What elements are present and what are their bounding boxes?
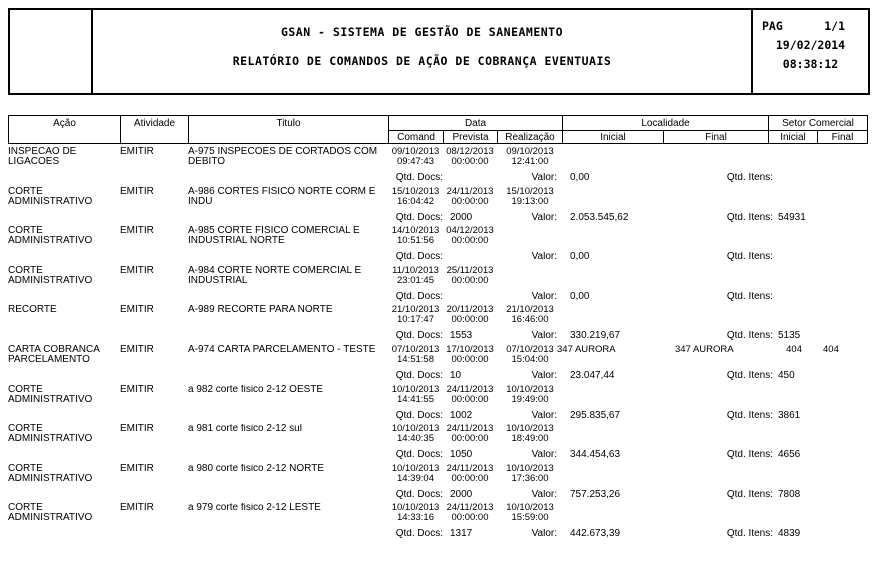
- row-data-comand: [388, 385, 443, 405]
- row-data-prevista: [443, 147, 497, 167]
- row-data-prevista: [443, 305, 497, 325]
- row-data-comand: [388, 147, 443, 167]
- row-qtd-itens-label: Qtd. Itens:: [726, 252, 773, 263]
- row-qtd-docs-label: Qtd. Docs:: [395, 331, 443, 342]
- row-realizacao-date: 10/10/2013: [506, 384, 554, 395]
- row-data-comand: [388, 305, 443, 325]
- row-valor-label: Valor:: [531, 212, 557, 223]
- row-atividade: EMITIR: [120, 226, 154, 237]
- table-row: [8, 384, 868, 424]
- row-localidade-final: 347 AURORA: [675, 345, 734, 355]
- row-valor-value: 2.053.545,62: [570, 212, 629, 223]
- row-atividade: EMITIR: [120, 503, 154, 514]
- row-comand-date: 10/10/2013: [391, 424, 440, 435]
- row-data-realizacao: [497, 464, 563, 484]
- row-qtd-itens-value: 54931: [778, 212, 806, 223]
- row-qtd-docs-value: 1317: [450, 529, 473, 540]
- row-comand-date: 07/10/2013: [391, 345, 440, 355]
- report-title-block: [93, 10, 751, 93]
- row-data-comand: [388, 424, 443, 444]
- row-acao: CORTE ADMINISTRATIVO: [8, 424, 93, 445]
- row-valor-value: 0,00: [570, 173, 590, 183]
- row-comand-date: 09/10/2013: [391, 147, 440, 157]
- table-row: [8, 225, 868, 265]
- row-prevista-date: 24/11/2013: [446, 384, 494, 395]
- page-value: 1/1: [824, 19, 845, 33]
- page-label: PAG: [762, 19, 783, 33]
- row-qtd-docs-value: 2000: [450, 489, 473, 500]
- row-realizacao-date: 10/10/2013: [506, 424, 554, 435]
- row-realizacao-time: 19:13:00: [511, 195, 549, 207]
- row-valor-label: Valor:: [531, 529, 557, 540]
- row-qtd-docs-value: 1002: [450, 410, 473, 421]
- row-prevista-date: 04/12/2013: [446, 226, 494, 237]
- row-prevista-time: 00:00:00: [451, 274, 489, 286]
- row-prevista-time: 00:00:00: [451, 433, 489, 445]
- col-header-acao: Ação: [8, 115, 121, 144]
- row-titulo: A-989 RECORTE PARA NORTE: [188, 305, 333, 316]
- row-prevista-time: 00:00:00: [451, 314, 489, 326]
- row-qtd-itens-label: Qtd. Itens:: [726, 489, 773, 500]
- report-date: 19/02/2014: [775, 38, 846, 52]
- table-row: [8, 344, 868, 384]
- row-data-comand: [388, 226, 443, 246]
- row-comand-time: 14:51:58: [397, 354, 434, 365]
- row-prevista-time: 00:00:00: [451, 512, 489, 524]
- row-comand-time: 16:04:42: [397, 195, 434, 207]
- row-qtd-docs-label: Qtd. Docs:: [395, 252, 443, 263]
- col-group-setor-comercial: Setor Comercial: [768, 115, 868, 131]
- row-valor-label: Valor:: [531, 450, 557, 461]
- row-prevista-time: 00:00:00: [451, 354, 489, 365]
- row-qtd-docs-label: Qtd. Docs:: [395, 529, 443, 540]
- row-realizacao-time: 15:59:00: [511, 512, 549, 524]
- row-qtd-itens-label: Qtd. Itens:: [726, 331, 773, 342]
- row-data-realizacao: [497, 424, 563, 444]
- row-realizacao-date: 09/10/2013: [506, 147, 554, 157]
- row-qtd-docs-label: Qtd. Docs:: [395, 371, 443, 381]
- row-valor-label: Valor:: [531, 252, 557, 263]
- row-acao: RECORTE: [8, 305, 57, 316]
- row-realizacao-time: 19:49:00: [511, 393, 549, 405]
- row-valor-value: 0,00: [570, 252, 590, 263]
- row-data-comand: [388, 503, 443, 523]
- row-valor-label: Valor:: [531, 173, 557, 183]
- row-qtd-itens-label: Qtd. Itens:: [726, 212, 773, 223]
- row-data-prevista: [443, 226, 497, 246]
- row-qtd-itens-label: Qtd. Itens:: [726, 529, 773, 540]
- row-valor-label: Valor:: [531, 291, 557, 302]
- report-time: 08:38:12: [782, 57, 839, 71]
- col-header-realizacao: Realização: [497, 130, 563, 144]
- row-valor-label: Valor:: [531, 410, 557, 421]
- col-header-atividade: Atividade: [120, 115, 189, 144]
- row-acao: CORTE ADMINISTRATIVO: [8, 186, 93, 207]
- row-comand-time: 09:47:43: [397, 156, 434, 167]
- row-comand-time: 23:01:45: [397, 274, 434, 286]
- row-comand-time: 14:40:35: [397, 433, 434, 445]
- page-number-row: [762, 19, 859, 33]
- row-prevista-date: 24/11/2013: [446, 424, 494, 435]
- row-valor-value: 23.047,44: [570, 371, 615, 381]
- row-prevista-date: 24/11/2013: [446, 503, 494, 514]
- table-row: [8, 423, 868, 463]
- row-acao: CARTA COBRANCA PARCELAMENTO: [8, 345, 100, 365]
- row-prevista-date: 25/11/2013: [446, 265, 494, 276]
- col-header-comand: Comand: [388, 130, 444, 144]
- row-acao: INSPECAO DE LIGACOES: [8, 147, 77, 167]
- row-comand-time: 14:39:04: [397, 472, 434, 484]
- row-comand-date: 10/10/2013: [391, 384, 440, 395]
- row-valor-label: Valor:: [531, 371, 557, 381]
- row-valor-value: 330.219,67: [570, 331, 621, 342]
- row-qtd-docs-label: Qtd. Docs:: [395, 173, 443, 183]
- row-atividade: EMITIR: [120, 384, 154, 395]
- row-realizacao-date: 10/10/2013: [506, 503, 554, 514]
- row-data-realizacao: [497, 503, 563, 523]
- row-prevista-date: 08/12/2013: [446, 147, 494, 157]
- table-row: [8, 304, 868, 344]
- page-info-block: [751, 10, 868, 93]
- row-data-comand: [388, 464, 443, 484]
- row-prevista-time: 00:00:00: [451, 393, 489, 405]
- col-header-setor-final: Final: [817, 130, 868, 144]
- row-titulo: a 981 corte fisico 2-12 sul: [188, 424, 302, 435]
- row-qtd-docs-label: Qtd. Docs:: [395, 450, 443, 461]
- row-qtd-docs-value: 10: [450, 371, 462, 381]
- row-acao: CORTE ADMINISTRATIVO: [8, 265, 93, 286]
- row-data-realizacao: [497, 147, 563, 167]
- row-qtd-docs-label: Qtd. Docs:: [395, 291, 443, 302]
- row-titulo: a 982 corte fisico 2-12 OESTE: [188, 384, 324, 395]
- row-atividade: EMITIR: [120, 147, 154, 157]
- row-realizacao-time: 12:41:00: [511, 156, 549, 167]
- row-comand-date: 11/10/2013: [392, 265, 439, 276]
- row-atividade: EMITIR: [120, 424, 154, 435]
- row-titulo: A-986 CORTES FISICO NORTE CORM E INDU: [188, 186, 376, 207]
- row-setor-final: 404: [823, 345, 839, 355]
- row-prevista-time: 00:00:00: [451, 195, 489, 207]
- row-valor-value: 0,00: [570, 291, 590, 302]
- row-comand-date: 15/10/2013: [391, 186, 440, 197]
- row-qtd-docs-value: 1553: [450, 331, 473, 342]
- row-titulo: A-974 CARTA PARCELAMENTO - TESTE: [188, 345, 376, 355]
- row-prevista-date: 24/11/2013: [446, 186, 494, 197]
- col-group-data: Data: [388, 115, 563, 131]
- row-realizacao-time: 15:04:00: [511, 354, 549, 365]
- table-row: [8, 463, 868, 503]
- row-comand-date: 10/10/2013: [391, 503, 440, 514]
- row-comand-time: 10:17:47: [397, 314, 434, 326]
- row-qtd-itens-value: 5135: [778, 331, 801, 342]
- row-atividade: EMITIR: [120, 186, 154, 197]
- row-qtd-itens-label: Qtd. Itens:: [726, 410, 773, 421]
- row-prevista-date: 24/11/2013: [446, 463, 494, 474]
- row-data-comand: [388, 187, 443, 207]
- report-header: [8, 8, 870, 95]
- row-localidade-inicial: 347 AURORA: [557, 345, 616, 355]
- row-data-prevista: [443, 266, 497, 286]
- row-qtd-docs-label: Qtd. Docs:: [395, 410, 443, 421]
- row-atividade: EMITIR: [120, 345, 154, 355]
- row-realizacao-date: 10/10/2013: [506, 463, 554, 474]
- row-comand-time: 10:51:56: [397, 235, 434, 247]
- row-realizacao-date: 15/10/2013: [506, 186, 554, 197]
- row-data-prevista: [443, 385, 497, 405]
- row-data-realizacao: [497, 305, 563, 325]
- row-valor-value: 442.673,39: [570, 529, 621, 540]
- row-data-comand: [388, 266, 443, 286]
- col-group-localidade: Localidade: [562, 115, 769, 131]
- table-row: [8, 265, 868, 305]
- col-header-titulo: Titulo: [188, 115, 389, 144]
- row-titulo: A-984 CORTE NORTE COMERCIAL E INDUSTRIAL: [188, 265, 362, 286]
- report-title-line2: RELATÓRIO DE COMANDOS DE AÇÃO DE COBRANÇA EVENTUAIS: [232, 54, 612, 68]
- col-header-localidade-inicial: Inicial: [562, 130, 664, 144]
- table-row: [8, 186, 868, 226]
- row-qtd-itens-value: 7808: [778, 489, 801, 500]
- row-prevista-date: 17/10/2013: [446, 345, 494, 355]
- row-qtd-docs-value: 2000: [450, 212, 473, 223]
- row-realizacao-date: 21/10/2013: [506, 305, 554, 316]
- row-qtd-itens-value: 4656: [778, 450, 801, 461]
- col-header-setor-inicial: Inicial: [768, 130, 818, 144]
- row-valor-label: Valor:: [531, 489, 557, 500]
- row-acao: CORTE ADMINISTRATIVO: [8, 463, 93, 484]
- row-valor-value: 344.454,63: [570, 450, 621, 461]
- report-title-line1: GSAN - SISTEMA DE GESTÃO DE SANEAMENTO: [280, 25, 564, 39]
- row-data-realizacao: [497, 187, 563, 207]
- row-acao: CORTE ADMINISTRATIVO: [8, 384, 93, 405]
- row-setor-inicial: 404: [786, 345, 802, 355]
- row-comand-time: 14:41:55: [397, 393, 434, 405]
- row-prevista-time: 00:00:00: [451, 235, 489, 247]
- row-data-prevista: [443, 464, 497, 484]
- row-titulo: A-975 INSPECOES DE CORTADOS COM DEBITO: [188, 147, 378, 167]
- row-data-realizacao: [497, 385, 563, 405]
- row-qtd-docs-value: 1050: [450, 450, 473, 461]
- row-qtd-itens-value: 4839: [778, 529, 801, 540]
- row-qtd-itens-label: Qtd. Itens:: [726, 371, 773, 381]
- row-valor-value: 757.253,26: [570, 489, 621, 500]
- row-comand-date: 21/10/2013: [391, 305, 440, 316]
- row-valor-value: 295.835,67: [570, 410, 621, 421]
- row-qtd-docs-label: Qtd. Docs:: [395, 212, 443, 223]
- row-qtd-itens-label: Qtd. Itens:: [726, 291, 773, 302]
- row-qtd-itens-value: 3861: [778, 410, 801, 421]
- table-row: [8, 146, 868, 186]
- row-qtd-itens-label: Qtd. Itens:: [726, 450, 773, 461]
- row-acao: CORTE ADMINISTRATIVO: [8, 226, 93, 247]
- row-titulo: a 979 corte fisico 2-12 LESTE: [188, 503, 321, 514]
- row-data-prevista: [443, 187, 497, 207]
- row-data-prevista: [443, 345, 497, 365]
- row-comand-date: 14/10/2013: [391, 226, 440, 237]
- logo-placeholder: [10, 10, 93, 93]
- row-atividade: EMITIR: [120, 265, 154, 276]
- row-qtd-itens-value: 450: [778, 371, 795, 381]
- row-titulo: a 980 corte fisico 2-12 NORTE: [188, 463, 324, 474]
- row-prevista-time: 00:00:00: [451, 156, 489, 167]
- row-acao: CORTE ADMINISTRATIVO: [8, 503, 93, 524]
- row-comand-time: 14:33:16: [397, 512, 434, 524]
- row-prevista-time: 00:00:00: [451, 472, 489, 484]
- row-realizacao-time: 16:46:00: [511, 314, 549, 326]
- row-realizacao-date: 07/10/2013: [506, 345, 554, 355]
- row-realizacao-time: 18:49:00: [511, 433, 549, 445]
- row-data-prevista: [443, 503, 497, 523]
- row-qtd-docs-label: Qtd. Docs:: [395, 489, 443, 500]
- row-valor-label: Valor:: [531, 331, 557, 342]
- row-qtd-itens-label: Qtd. Itens:: [726, 173, 773, 183]
- row-titulo: A-985 CORTE FISICO COMERCIAL E INDUSTRIAL NORTE: [188, 226, 360, 247]
- table-row: [8, 502, 868, 542]
- row-data-comand: [388, 345, 443, 365]
- col-header-prevista: Prevista: [443, 130, 498, 144]
- row-data-prevista: [443, 424, 497, 444]
- row-prevista-date: 20/11/2013: [446, 305, 494, 316]
- row-atividade: EMITIR: [120, 463, 154, 474]
- col-header-localidade-final: Final: [663, 130, 769, 144]
- row-comand-date: 10/10/2013: [391, 463, 440, 474]
- row-realizacao-time: 17:36:00: [511, 472, 549, 484]
- row-atividade: EMITIR: [120, 305, 154, 316]
